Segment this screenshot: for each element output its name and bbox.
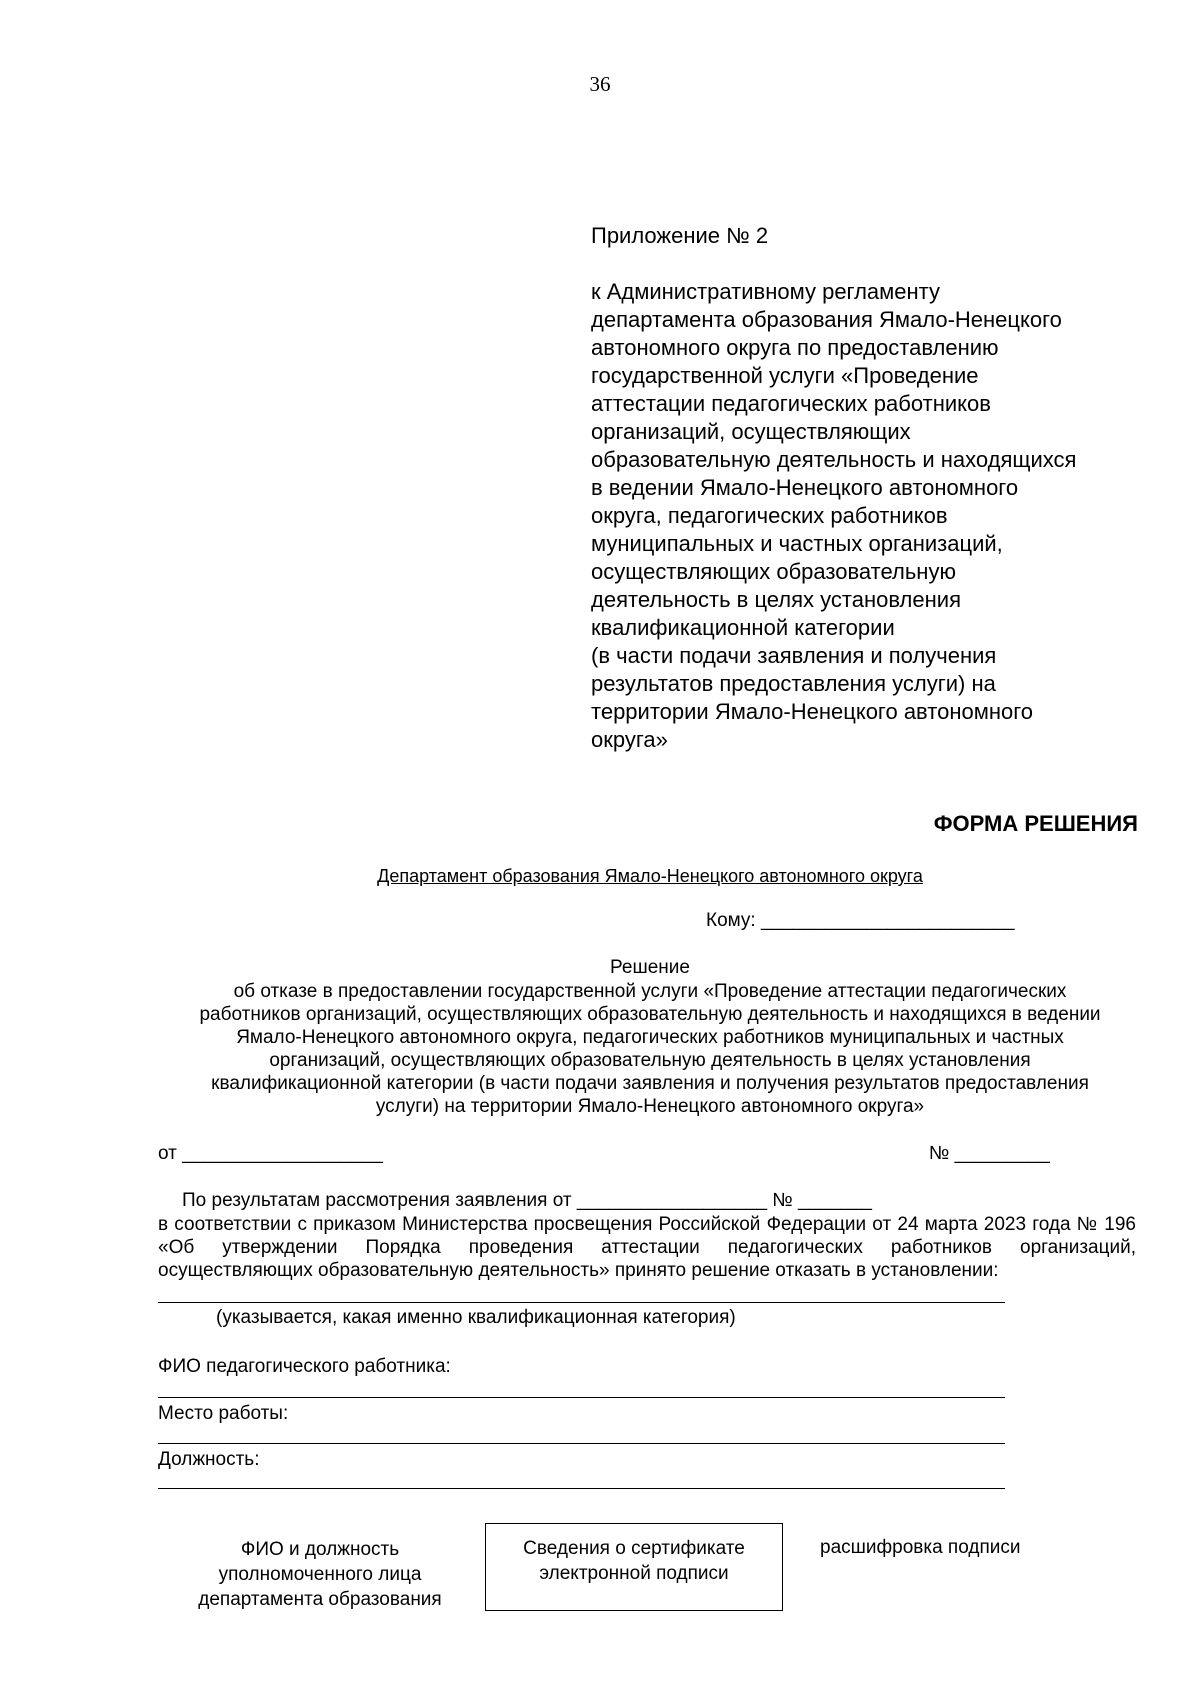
date-line: от ___________________: [158, 1143, 383, 1164]
position-label: Должность:: [158, 1449, 260, 1470]
position-blank-line: [158, 1488, 1005, 1489]
certificate-text: Сведения о сертификате электронной подписи: [523, 1538, 745, 1584]
fio-blank-line: [158, 1397, 1005, 1398]
department-name: Департамент образования Ямало-Ненецкого автономного округа: [377, 866, 923, 886]
appendix-text: к Административному регламенту департамента образования Ямало-Ненецкого автономного округа по предоставлению государственной услуги «Проведение аттестации педагогических работников организаций, осуществляющих образовательную деятельность и находящихся в ведении Ямало-Ненецкого автономного округа, педагогических работников муниципальных и частных организаций, осуществляющих образовательную деятельность в целях установления квалификационной категории (в части подачи заявления и получения результатов предоставления услуги) на территории Ямало-Ненецкого автономного округа»: [591, 279, 1077, 752]
workplace-label: Место работы:: [158, 1403, 289, 1424]
result-first-line: По результатам рассмотрения заявления от __________________ № _______: [182, 1190, 872, 1211]
category-blank-line: [158, 1302, 1005, 1303]
result-body: в соответствии с приказом Министерства просвещения Российской Федерации от 24 марта 2023 года № 196 «Об утверждении Порядка проведения аттестации педагогических работников организаций, осуществляющих образовательную деятельность» принято решение отказать в установлении:: [158, 1214, 1136, 1281]
recipient-line: Кому: ________________________: [706, 910, 1015, 931]
appendix-title: Приложение № 2: [591, 223, 769, 248]
signature-decoding-label: расшифровка подписи: [820, 1537, 1021, 1558]
form-title: ФОРМА РЕШЕНИЯ: [933, 811, 1138, 836]
decision-title: Решение: [610, 957, 690, 978]
fio-label: ФИО педагогического работника:: [158, 1356, 451, 1377]
department-heading: [0, 866, 1200, 887]
official-signature-label: ФИО и должность уполномоченного лица департамента образования: [198, 1539, 442, 1610]
category-hint: (указывается, какая именно квалификационная категория): [216, 1307, 736, 1328]
page-number: 36: [589, 72, 611, 96]
decision-text: об отказе в предоставлении государственной услуги «Проведение аттестации педагогических работников организаций, осуществляющих образовательную деятельность и находящихся в ведении Ямало-Ненецкого автономного округа, педагогических работников муниципальных и частных организаций, осуществляющих образовательную деятельность в целях установления квалификационной категории (в части подачи заявления и получения результатов предоставления услуги) на территории Ямало-Ненецкого автономного округа»: [199, 981, 1101, 1117]
number-line: № _________: [929, 1143, 1050, 1164]
certificate-box: [485, 1523, 783, 1611]
workplace-blank-line: [158, 1443, 1005, 1444]
